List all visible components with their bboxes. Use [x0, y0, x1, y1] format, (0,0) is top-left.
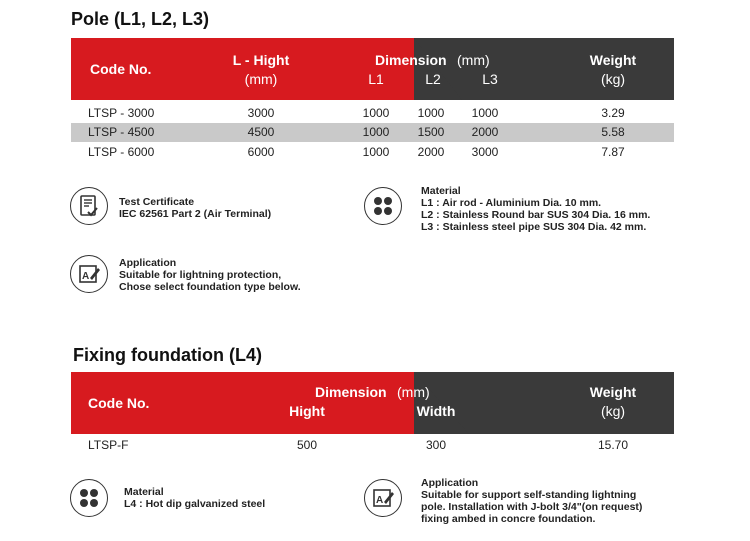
material-icon [70, 479, 108, 517]
material-icon [364, 187, 402, 225]
certificate-line2: IEC 62561 Part 2 (Air Terminal) [119, 208, 272, 220]
pole-table-header [71, 38, 674, 100]
pole-header-l1: L1 [368, 71, 384, 87]
table-row [71, 143, 674, 162]
cell-l1: 1000 [362, 106, 390, 120]
cell-weight: 3.29 [601, 106, 625, 120]
cell-l2: 1500 [417, 125, 445, 139]
certificate-text [119, 196, 271, 220]
pole-header-weight: Weight [589, 52, 637, 68]
cell-code: LTSP-F [88, 438, 129, 452]
foundation-header-code-no: Code No. [88, 395, 150, 411]
pole-header-l-hight-unit: (mm) [244, 71, 278, 87]
svg-text:A: A [82, 271, 90, 282]
cell-weight: 5.58 [601, 125, 625, 139]
foundation-table-header [71, 372, 674, 434]
foundation-section-title: Fixing foundation (L4) [73, 345, 262, 365]
cell-l3: 2000 [471, 125, 499, 139]
foundation-material-text [124, 486, 265, 510]
pole-header-dimension-unit: (mm) [457, 52, 490, 68]
cell-hight: 500 [296, 438, 318, 452]
cell-l3: 1000 [471, 106, 499, 120]
application-line: Suitable for support self-standing lightning [421, 489, 637, 501]
application-line: Suitable for lightning protection, [119, 269, 282, 281]
pole-header-weight-unit: (kg) [600, 71, 626, 87]
pole-header-l3: L3 [482, 71, 498, 87]
header-dark-panel [414, 38, 674, 100]
certificate-line1: Test Certificate [119, 196, 195, 208]
material-line: L4 : Hot dip galvanized steel [124, 498, 266, 510]
pole-header-l2: L2 [425, 71, 441, 87]
cell-code: LTSP - 3000 [88, 106, 155, 120]
material-title: Material [421, 185, 461, 197]
application-line: Chose select foundation type below. [119, 281, 301, 293]
cell-l2: 1000 [417, 106, 445, 120]
foundation-header-hight: Hight [289, 403, 325, 419]
application-title: Application [119, 257, 177, 269]
pole-header-code-no: Code No. [90, 61, 152, 77]
cell-hight: 6000 [247, 145, 275, 159]
cell-code: LTSP - 6000 [88, 145, 155, 159]
material-title: Material [124, 486, 164, 498]
pole-application-text [119, 257, 301, 293]
material-line: L1 : Air rod - Aluminium Dia. 10 mm. [421, 197, 602, 209]
cell-hight: 3000 [247, 106, 275, 120]
table-row [71, 436, 674, 455]
pole-material-text [421, 185, 650, 233]
cell-code: LTSP - 4500 [88, 125, 155, 139]
svg-text:A: A [376, 495, 384, 506]
cell-l1: 1000 [362, 145, 390, 159]
foundation-header-weight-unit: (kg) [600, 403, 626, 419]
material-line: L3 : Stainless steel pipe SUS 304 Dia. 42 mm. [421, 221, 647, 233]
foundation-application-text [421, 477, 642, 525]
material-line: L2 : Stainless Round bar SUS 304 Dia. 16 mm. [421, 209, 651, 221]
table-row [71, 104, 674, 123]
foundation-header-dimension: Dimension [315, 384, 387, 400]
cell-l2: 2000 [417, 145, 445, 159]
pole-header-l-hight: L - Hight [232, 52, 290, 68]
application-icon [364, 479, 402, 517]
cell-l3: 3000 [471, 145, 499, 159]
pole-section-title: Pole (L1, L2, L3) [71, 9, 210, 29]
cell-l1: 1000 [362, 125, 390, 139]
cell-width: 300 [425, 438, 447, 452]
application-title: Application [421, 477, 479, 489]
table-row [71, 123, 674, 142]
foundation-header-width: Width [416, 403, 456, 419]
cell-hight: 4500 [247, 125, 275, 139]
pole-header-dimension: Dimension [375, 52, 447, 68]
cell-weight: 7.87 [601, 145, 625, 159]
foundation-header-dimension-unit: (mm) [397, 384, 430, 400]
application-line: pole. Installation with J-bolt 3/4"(on request) [421, 501, 643, 513]
certificate-icon [70, 187, 108, 225]
application-icon [70, 255, 108, 293]
cell-weight: 15.70 [597, 438, 629, 452]
application-line: fixing ambed in concre foundation. [421, 513, 596, 525]
foundation-header-weight: Weight [589, 384, 637, 400]
